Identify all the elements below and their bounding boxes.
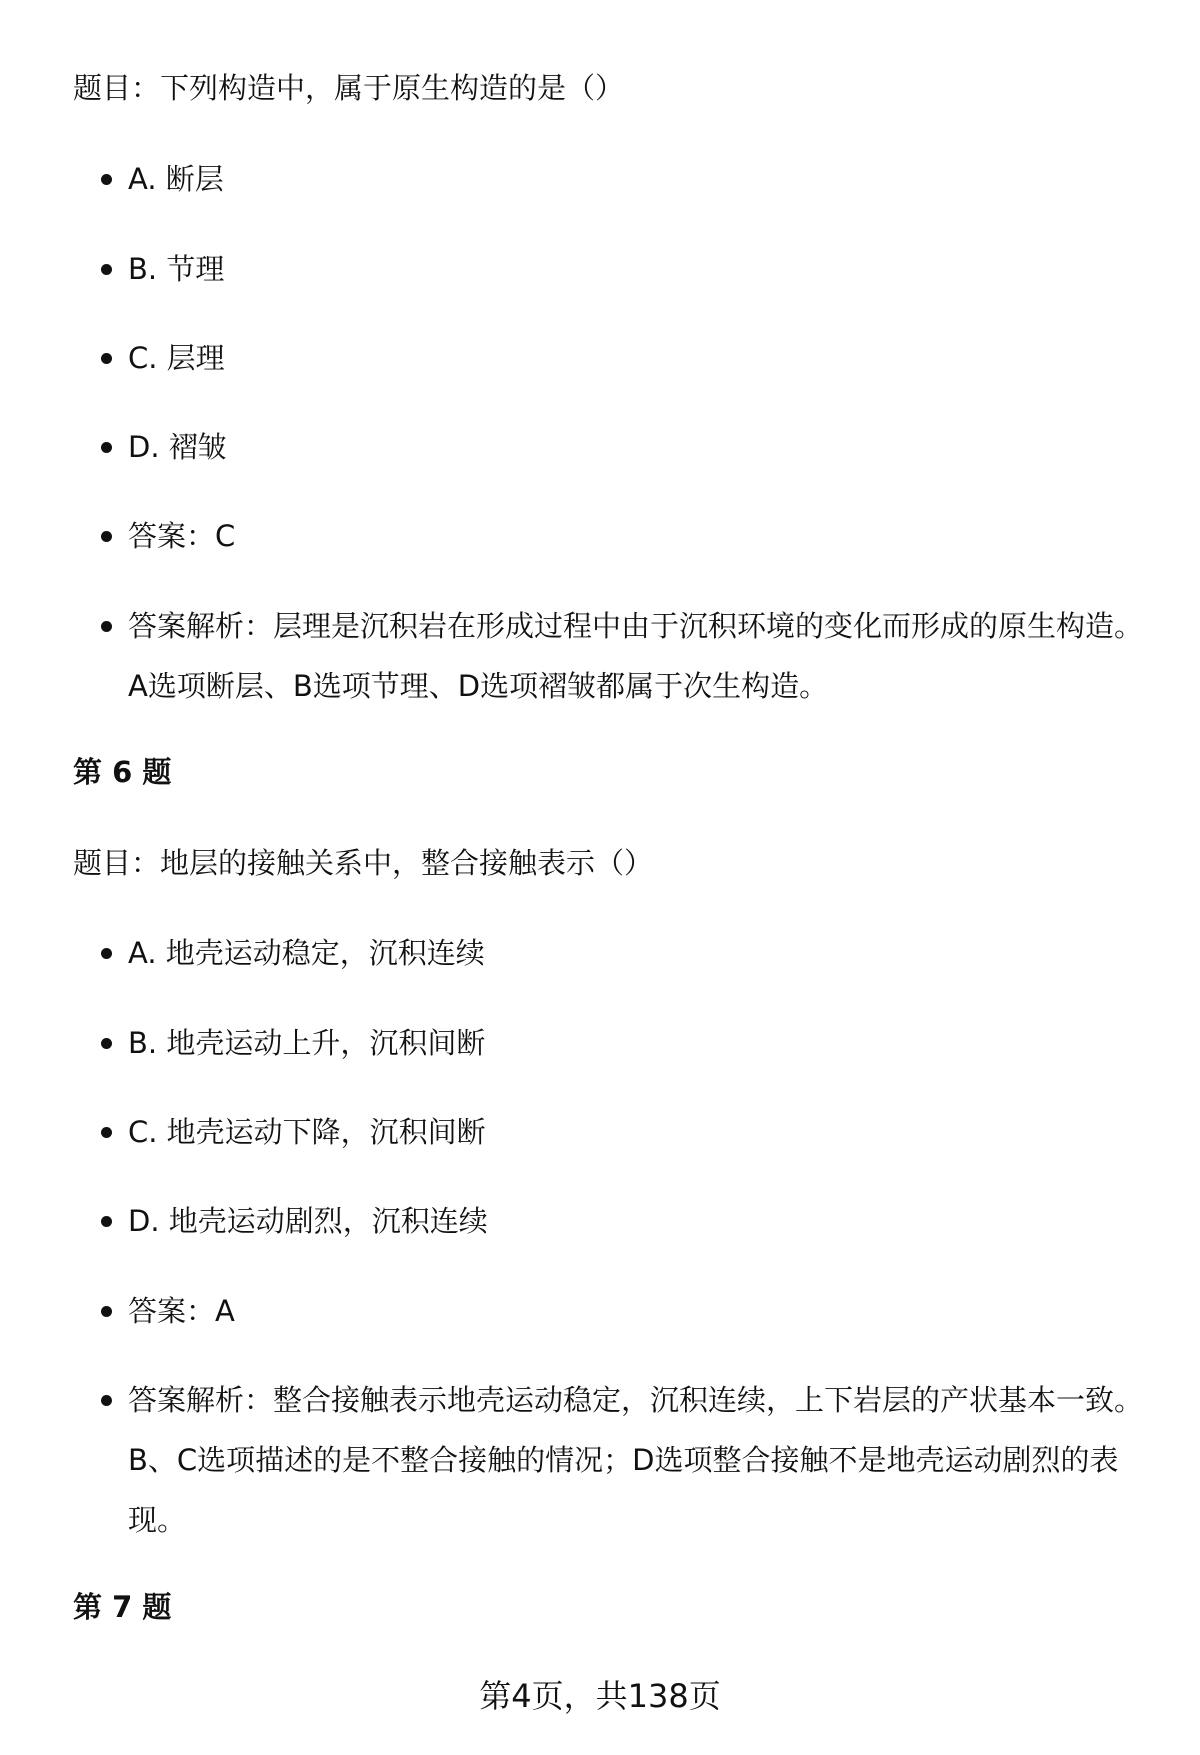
question-5-option-a: A. 断层	[128, 149, 1148, 209]
question-5-option-b: B. 节理	[128, 239, 1148, 299]
question-5-option-c: C. 层理	[128, 328, 1148, 388]
question-6-answer: 答案：A	[128, 1281, 1148, 1341]
question-6-option-b: B. 地壳运动上升，沉积间断	[128, 1013, 1148, 1073]
question-6-text: 题目：地层的接触关系中，整合接触表示（）	[73, 846, 654, 880]
question-5-answer: 答案：C	[128, 506, 1148, 566]
question-6-option-c: C. 地壳运动下降，沉积间断	[128, 1102, 1148, 1162]
question-6-heading: 第 6 题	[73, 755, 172, 789]
question-5-option-d: D. 褶皱	[128, 417, 1148, 477]
question-7-heading: 第 7 题	[73, 1590, 172, 1624]
page-number: 第4页，共138页	[479, 1677, 721, 1715]
question-6-option-a: A. 地壳运动稳定，沉积连续	[128, 923, 1148, 983]
question-6-explanation: 答案解析：整合接触表示地壳运动稳定，沉积连续，上下岩层的产状基本一致。B、C选项描述的是不整合接触的情况；D选项整合接触不是地壳运动剧烈的表现。	[128, 1370, 1148, 1550]
question-5-text: 题目：下列构造中，属于原生构造的是（）	[73, 71, 625, 105]
question-6-option-d: D. 地壳运动剧烈，沉积连续	[128, 1191, 1148, 1251]
question-5-explanation: 答案解析：层理是沉积岩在形成过程中由于沉积环境的变化而形成的原生构造。A选项断层、B选项节理、D选项褶皱都属于次生构造。	[128, 596, 1148, 716]
